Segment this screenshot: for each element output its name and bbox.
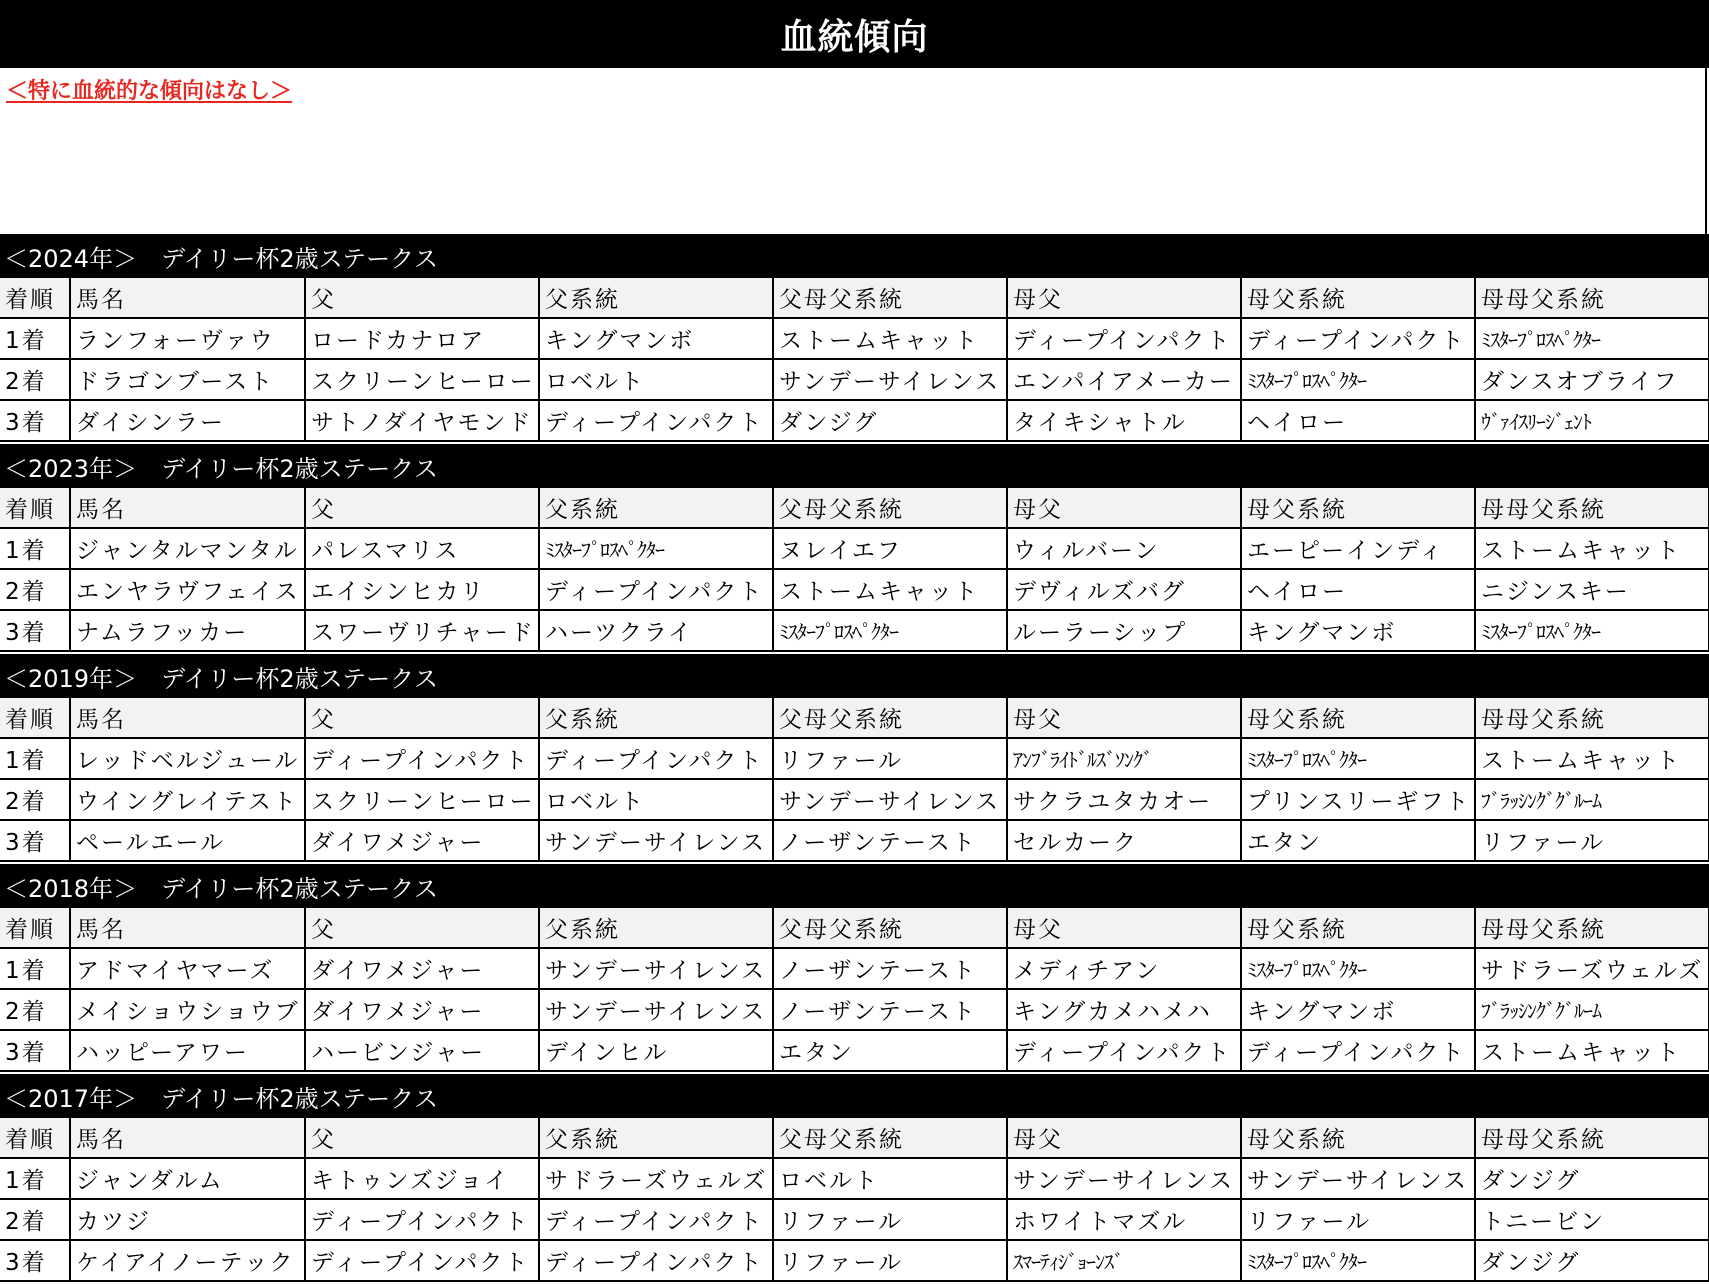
table-row — [0, 359, 1709, 400]
table-cell: ディープインパクト — [1241, 1030, 1475, 1071]
column-header: 父母父系統 — [773, 278, 1007, 318]
table-cell: リファール — [773, 738, 1007, 779]
race-section — [0, 1074, 1709, 1282]
table-cell: サンデーサイレンス — [539, 948, 773, 989]
column-header: 母父系統 — [1241, 908, 1475, 948]
table-cell: セルカーク — [1007, 820, 1241, 861]
table-cell: ディープインパクト — [305, 1240, 539, 1281]
table-cell: ﾐｽﾀｰﾌﾟﾛｽﾍﾟｸﾀｰ — [773, 610, 1007, 651]
page-title: 血統傾向 — [0, 0, 1709, 68]
column-header: 馬名 — [70, 908, 305, 948]
table-cell: ストームキャット — [1475, 528, 1709, 569]
table-row — [0, 1199, 1709, 1240]
column-header: 着順 — [0, 488, 70, 528]
table-cell: ニジンスキー — [1475, 569, 1709, 610]
table-cell: ヌレイエフ — [773, 528, 1007, 569]
table-cell: ロードカナロア — [305, 318, 539, 359]
table-header-row — [0, 488, 1709, 528]
table-cell: 2着 — [0, 1199, 70, 1240]
table-cell: ディープインパクト — [1007, 1030, 1241, 1071]
table-cell: メイショウショウブ — [70, 989, 305, 1030]
column-header: 馬名 — [70, 1118, 305, 1158]
table-header-row — [0, 278, 1709, 318]
table-cell: 2着 — [0, 359, 70, 400]
table-row — [0, 569, 1709, 610]
table-cell: 1着 — [0, 1158, 70, 1199]
column-header: 着順 — [0, 278, 70, 318]
table-cell: 3着 — [0, 1030, 70, 1071]
column-header: 父系統 — [539, 488, 773, 528]
table-row — [0, 779, 1709, 820]
race-section — [0, 654, 1709, 862]
table-cell: 3着 — [0, 820, 70, 861]
table-row — [0, 1240, 1709, 1281]
column-header: 母父系統 — [1241, 278, 1475, 318]
table-cell: サンデーサイレンス — [1007, 1158, 1241, 1199]
trend-note: ＜特に血統的な傾向はなし＞ — [6, 79, 293, 104]
table-cell: ディープインパクト — [305, 738, 539, 779]
column-header: 着順 — [0, 1118, 70, 1158]
table-cell: ダイシンラー — [70, 400, 305, 441]
table-cell: エンパイアメーカー — [1007, 359, 1241, 400]
table-cell: ハッピーアワー — [70, 1030, 305, 1071]
table-cell: 2着 — [0, 779, 70, 820]
column-header: 父 — [305, 908, 539, 948]
table-cell: ﾌﾞﾗｯｼﾝｸﾞｸﾞﾙｰﾑ — [1475, 989, 1709, 1030]
table-cell: 1着 — [0, 318, 70, 359]
race-section — [0, 234, 1709, 442]
table-cell: ディープインパクト — [539, 569, 773, 610]
column-header: 父系統 — [539, 908, 773, 948]
table-row — [0, 989, 1709, 1030]
column-header: 着順 — [0, 908, 70, 948]
table-cell: エタン — [773, 1030, 1007, 1071]
section-header: ＜2024年＞ デイリー杯2歳ステークス — [0, 234, 1709, 278]
column-header: 母父系統 — [1241, 1118, 1475, 1158]
table-cell: リファール — [1241, 1199, 1475, 1240]
table-cell: 2着 — [0, 989, 70, 1030]
table-row — [0, 1158, 1709, 1199]
table-cell: パレスマリス — [305, 528, 539, 569]
column-header: 馬名 — [70, 488, 305, 528]
table-cell: 3着 — [0, 1240, 70, 1281]
column-header: 父系統 — [539, 1118, 773, 1158]
table-cell: ｳﾞｧｲｽﾘｰｼﾞｪﾝﾄ — [1475, 400, 1709, 441]
results-table — [0, 698, 1709, 862]
table-cell: ケイアイノーテック — [70, 1240, 305, 1281]
table-header-row — [0, 698, 1709, 738]
table-cell: 3着 — [0, 610, 70, 651]
table-cell: ウイングレイテスト — [70, 779, 305, 820]
results-table — [0, 1118, 1709, 1282]
table-cell: エンヤラヴフェイス — [70, 569, 305, 610]
column-header: 父 — [305, 1118, 539, 1158]
table-cell: ノーザンテースト — [773, 989, 1007, 1030]
table-cell: エイシンヒカリ — [305, 569, 539, 610]
table-cell: サドラーズウェルズ — [539, 1158, 773, 1199]
table-cell: ヘイロー — [1241, 569, 1475, 610]
table-cell: ダイワメジャー — [305, 989, 539, 1030]
note-area — [0, 68, 1707, 234]
table-cell: ストームキャット — [1475, 738, 1709, 779]
table-cell: ダンジグ — [1475, 1240, 1709, 1281]
column-header: 馬名 — [70, 698, 305, 738]
table-cell: ﾌﾞﾗｯｼﾝｸﾞｸﾞﾙｰﾑ — [1475, 779, 1709, 820]
column-header: 母父 — [1007, 1118, 1241, 1158]
table-cell: ランフォーヴァウ — [70, 318, 305, 359]
table-cell: ノーザンテースト — [773, 948, 1007, 989]
table-cell: ダンジグ — [773, 400, 1007, 441]
column-header: 父 — [305, 698, 539, 738]
column-header: 父母父系統 — [773, 908, 1007, 948]
table-cell: サンデーサイレンス — [1241, 1158, 1475, 1199]
table-cell: ロベルト — [539, 359, 773, 400]
table-cell: ドラゴンブースト — [70, 359, 305, 400]
table-header-row — [0, 908, 1709, 948]
table-cell: スクリーンヒーロー — [305, 779, 539, 820]
column-header: 馬名 — [70, 278, 305, 318]
table-cell: リファール — [773, 1199, 1007, 1240]
column-header: 母父 — [1007, 908, 1241, 948]
table-cell: デインヒル — [539, 1030, 773, 1071]
table-cell: ダイワメジャー — [305, 948, 539, 989]
table-cell: ペールエール — [70, 820, 305, 861]
column-header: 母父 — [1007, 698, 1241, 738]
table-cell: 2着 — [0, 569, 70, 610]
table-cell: サクラユタカオー — [1007, 779, 1241, 820]
section-header: ＜2019年＞ デイリー杯2歳ステークス — [0, 654, 1709, 698]
results-table — [0, 488, 1709, 652]
column-header: 母母父系統 — [1475, 908, 1709, 948]
table-cell: ストームキャット — [773, 318, 1007, 359]
column-header: 母母父系統 — [1475, 698, 1709, 738]
table-cell: ﾐｽﾀｰﾌﾟﾛｽﾍﾟｸﾀｰ — [1475, 610, 1709, 651]
race-section — [0, 864, 1709, 1072]
table-cell: ｽﾏｰﾃｨｼﾞｮｰﾝｽﾞ — [1007, 1240, 1241, 1281]
race-section — [0, 444, 1709, 652]
table-cell: ディープインパクト — [539, 1199, 773, 1240]
table-cell: キングマンボ — [1241, 610, 1475, 651]
table-cell: スワーヴリチャード — [305, 610, 539, 651]
table-cell: ダンスオブライフ — [1475, 359, 1709, 400]
table-cell: ジャンダルム — [70, 1158, 305, 1199]
table-cell: ノーザンテースト — [773, 820, 1007, 861]
section-header: ＜2023年＞ デイリー杯2歳ステークス — [0, 444, 1709, 488]
table-header-row — [0, 1118, 1709, 1158]
table-cell: ルーラーシップ — [1007, 610, 1241, 651]
table-cell: ﾐｽﾀｰﾌﾟﾛｽﾍﾟｸﾀｰ — [1241, 359, 1475, 400]
column-header: 母父 — [1007, 278, 1241, 318]
table-cell: カツジ — [70, 1199, 305, 1240]
table-cell: ウィルバーン — [1007, 528, 1241, 569]
table-cell: ロベルト — [773, 1158, 1007, 1199]
table-cell: 3着 — [0, 400, 70, 441]
table-cell: ダイワメジャー — [305, 820, 539, 861]
table-row — [0, 400, 1709, 441]
table-cell: サドラーズウェルズ — [1475, 948, 1709, 989]
table-cell: プリンスリーギフト — [1241, 779, 1475, 820]
table-cell: サンデーサイレンス — [773, 359, 1007, 400]
table-cell: ジャンタルマンタル — [70, 528, 305, 569]
table-cell: サンデーサイレンス — [539, 989, 773, 1030]
table-row — [0, 1030, 1709, 1071]
column-header: 父 — [305, 488, 539, 528]
table-cell: ﾐｽﾀｰﾌﾟﾛｽﾍﾟｸﾀｰ — [1241, 1240, 1475, 1281]
column-header: 母父系統 — [1241, 488, 1475, 528]
table-cell: ﾐｽﾀｰﾌﾟﾛｽﾍﾟｸﾀｰ — [1475, 318, 1709, 359]
table-cell: ディープインパクト — [1007, 318, 1241, 359]
results-table — [0, 908, 1709, 1072]
table-row — [0, 948, 1709, 989]
table-cell: スクリーンヒーロー — [305, 359, 539, 400]
table-cell: アドマイヤマーズ — [70, 948, 305, 989]
table-row — [0, 610, 1709, 651]
table-cell: ディープインパクト — [1241, 318, 1475, 359]
table-row — [0, 738, 1709, 779]
table-cell: メディチアン — [1007, 948, 1241, 989]
column-header: 父 — [305, 278, 539, 318]
table-row — [0, 528, 1709, 569]
column-header: 母父 — [1007, 488, 1241, 528]
table-cell: ストームキャット — [1475, 1030, 1709, 1071]
table-cell: キトゥンズジョイ — [305, 1158, 539, 1199]
table-cell: タイキシャトル — [1007, 400, 1241, 441]
table-cell: トニービン — [1475, 1199, 1709, 1240]
table-row — [0, 318, 1709, 359]
table-cell: ホワイトマズル — [1007, 1199, 1241, 1240]
table-cell: ディープインパクト — [539, 400, 773, 441]
results-table — [0, 278, 1709, 442]
column-header: 母母父系統 — [1475, 1118, 1709, 1158]
table-cell: ハービンジャー — [305, 1030, 539, 1071]
table-cell: ディープインパクト — [539, 738, 773, 779]
table-cell: ロベルト — [539, 779, 773, 820]
table-cell: サトノダイヤモンド — [305, 400, 539, 441]
table-cell: ディープインパクト — [539, 1240, 773, 1281]
table-cell: リファール — [1475, 820, 1709, 861]
table-cell: デヴィルズバグ — [1007, 569, 1241, 610]
table-cell: ナムラフッカー — [70, 610, 305, 651]
column-header: 父母父系統 — [773, 698, 1007, 738]
column-header: 父系統 — [539, 698, 773, 738]
table-cell: エーピーインディ — [1241, 528, 1475, 569]
table-cell: ダンジグ — [1475, 1158, 1709, 1199]
section-header: ＜2018年＞ デイリー杯2歳ステークス — [0, 864, 1709, 908]
table-cell: キングマンボ — [539, 318, 773, 359]
table-cell: ﾐｽﾀｰﾌﾟﾛｽﾍﾟｸﾀｰ — [1241, 738, 1475, 779]
column-header: 母父系統 — [1241, 698, 1475, 738]
column-header: 父系統 — [539, 278, 773, 318]
column-header: 着順 — [0, 698, 70, 738]
table-cell: キングカメハメハ — [1007, 989, 1241, 1030]
table-cell: キングマンボ — [1241, 989, 1475, 1030]
table-cell: 1着 — [0, 948, 70, 989]
table-cell: レッドベルジュール — [70, 738, 305, 779]
table-cell: ﾐｽﾀｰﾌﾟﾛｽﾍﾟｸﾀｰ — [539, 528, 773, 569]
table-cell: ヘイロー — [1241, 400, 1475, 441]
table-cell: 1着 — [0, 738, 70, 779]
column-header: 父母父系統 — [773, 1118, 1007, 1158]
table-row — [0, 820, 1709, 861]
table-cell: ｱﾝﾌﾞﾗｲﾄﾞﾙｽﾞｿﾝｸﾞ — [1007, 738, 1241, 779]
table-cell: サンデーサイレンス — [539, 820, 773, 861]
table-cell: ディープインパクト — [305, 1199, 539, 1240]
table-cell: ハーツクライ — [539, 610, 773, 651]
column-header: 父母父系統 — [773, 488, 1007, 528]
table-cell: エタン — [1241, 820, 1475, 861]
table-cell: リファール — [773, 1240, 1007, 1281]
column-header: 母母父系統 — [1475, 278, 1709, 318]
table-cell: ストームキャット — [773, 569, 1007, 610]
column-header: 母母父系統 — [1475, 488, 1709, 528]
table-cell: 1着 — [0, 528, 70, 569]
table-cell: ﾐｽﾀｰﾌﾟﾛｽﾍﾟｸﾀｰ — [1241, 948, 1475, 989]
table-cell: サンデーサイレンス — [773, 779, 1007, 820]
section-header: ＜2017年＞ デイリー杯2歳ステークス — [0, 1074, 1709, 1118]
